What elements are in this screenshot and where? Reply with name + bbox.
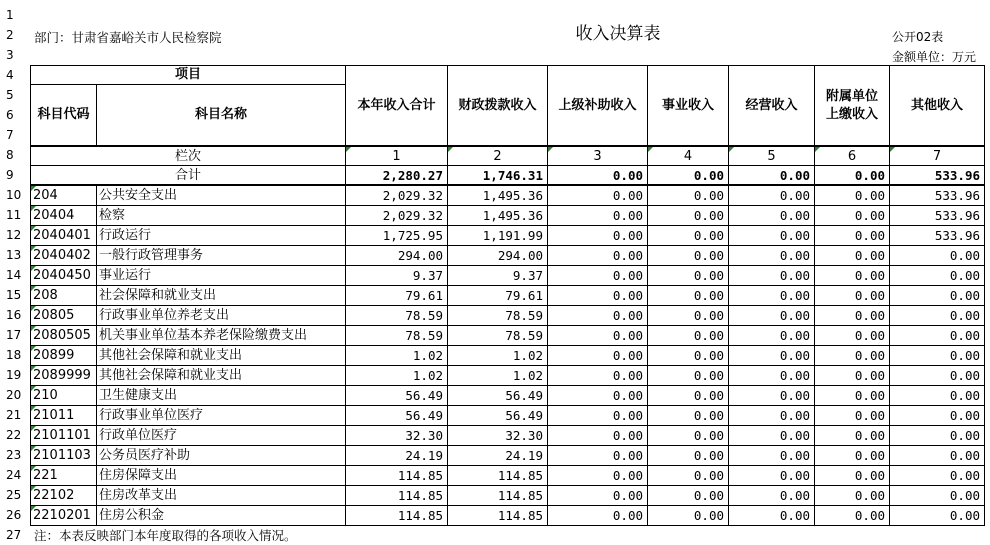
amount-cell: 56.49 — [345, 405, 448, 426]
amount-cell: 0.00 — [728, 345, 815, 366]
subject-code: 22102 — [30, 485, 97, 506]
row-number: 4 — [6, 68, 14, 82]
amount-cell: 0.00 — [728, 205, 815, 226]
amount-cell: 0.00 — [889, 265, 985, 286]
amount-cell: 0.00 — [647, 405, 729, 426]
subject-code: 2040402 — [30, 245, 97, 266]
subject-name: 事业运行 — [96, 265, 346, 286]
subject-name: 机关事业单位基本养老保险缴费支出 — [96, 325, 346, 346]
subject-code: 20404 — [30, 205, 97, 226]
amount-cell: 533.96 — [889, 185, 985, 206]
column-index: 7 — [889, 146, 985, 166]
amount-cell: 0.00 — [547, 445, 648, 466]
row-number: 10 — [6, 188, 22, 202]
total-value: 0.00 — [647, 165, 729, 185]
amount-cell: 0.00 — [547, 465, 648, 486]
row-number: 20 — [6, 388, 22, 402]
amount-cell: 0.00 — [889, 345, 985, 366]
column-index: 5 — [728, 146, 815, 166]
subject-code: 2101101 — [30, 425, 97, 446]
subject-name: 其他社会保障和就业支出 — [96, 365, 346, 386]
amount-cell: 78.59 — [447, 305, 548, 326]
subject-code: 204 — [30, 185, 97, 206]
amount-cell: 0.00 — [728, 405, 815, 426]
amount-cell: 0.00 — [814, 345, 890, 366]
amount-cell: 0.00 — [728, 245, 815, 266]
subject-name: 卫生健康支出 — [96, 385, 346, 406]
amount-cell: 114.85 — [447, 465, 548, 486]
amount-cell: 0.00 — [547, 225, 648, 246]
amount-cell: 0.00 — [814, 505, 890, 526]
row-number: 23 — [6, 448, 22, 462]
row-number: 27 — [6, 528, 22, 542]
amount-cell: 294.00 — [345, 245, 448, 266]
amount-cell: 114.85 — [345, 465, 448, 486]
amount-cell: 0.00 — [889, 285, 985, 306]
amount-cell: 0.00 — [814, 485, 890, 506]
row-number: 9 — [6, 168, 14, 182]
amount-cell: 0.00 — [814, 245, 890, 266]
amount-cell: 0.00 — [889, 445, 985, 466]
row-number: 12 — [6, 228, 22, 242]
amount-cell: 56.49 — [447, 385, 548, 406]
row-number: 8 — [6, 148, 14, 162]
row-number: 16 — [6, 308, 22, 322]
amount-cell: 78.59 — [447, 325, 548, 346]
amount-cell: 0.00 — [728, 485, 815, 506]
amount-cell: 0.00 — [814, 445, 890, 466]
subject-name: 住房改革支出 — [96, 485, 346, 506]
amount-cell: 0.00 — [547, 265, 648, 286]
amount-cell: 294.00 — [447, 245, 548, 266]
amount-cell: 0.00 — [889, 305, 985, 326]
amount-cell: 0.00 — [547, 385, 648, 406]
amount-cell: 0.00 — [814, 405, 890, 426]
amount-cell: 0.00 — [728, 505, 815, 526]
amount-cell: 0.00 — [814, 265, 890, 286]
amount-cell: 0.00 — [889, 405, 985, 426]
row-number: 25 — [6, 488, 22, 502]
amount-cell: 1.02 — [345, 345, 448, 366]
subject-name: 住房公积金 — [96, 505, 346, 526]
amount-cell: 0.00 — [647, 465, 729, 486]
amount-cell: 0.00 — [547, 405, 648, 426]
subject-name: 检察 — [96, 205, 346, 226]
subject-name: 公共安全支出 — [96, 185, 346, 206]
amount-cell: 0.00 — [814, 465, 890, 486]
amount-cell: 114.85 — [447, 505, 548, 526]
header-name: 科目名称 — [96, 84, 346, 146]
subject-name: 一般行政管理事务 — [96, 245, 346, 266]
amount-cell: 0.00 — [814, 205, 890, 226]
amount-cell: 0.00 — [814, 365, 890, 386]
subject-name: 行政运行 — [96, 225, 346, 246]
subject-name: 住房保障支出 — [96, 465, 346, 486]
total-value: 1,746.31 — [447, 165, 548, 185]
amount-cell: 0.00 — [647, 205, 729, 226]
subject-code: 2101103 — [30, 445, 97, 466]
row-number: 26 — [6, 508, 22, 522]
amount-cell: 0.00 — [647, 265, 729, 286]
subject-code: 2040450 — [30, 265, 97, 286]
row-number: 13 — [6, 248, 22, 262]
amount-cell: 0.00 — [647, 305, 729, 326]
amount-cell: 0.00 — [814, 185, 890, 206]
amount-cell: 9.37 — [447, 265, 548, 286]
row-number: 2 — [6, 28, 14, 42]
total-value: 2,280.27 — [345, 165, 448, 185]
amount-cell: 0.00 — [547, 185, 648, 206]
subject-code: 2040401 — [30, 225, 97, 246]
row-number: 1 — [6, 8, 14, 22]
amount-cell: 56.49 — [345, 385, 448, 406]
amount-cell: 0.00 — [728, 305, 815, 326]
header-fiscal-income: 财政拨款收入 — [447, 65, 548, 146]
amount-cell: 0.00 — [647, 485, 729, 506]
row-number: 7 — [6, 128, 14, 142]
amount-cell: 1,495.36 — [447, 185, 548, 206]
amount-cell: 0.00 — [728, 185, 815, 206]
footnote: 注：本表反映部门本年度取得的各项收入情况。 — [34, 528, 297, 543]
amount-cell: 0.00 — [647, 245, 729, 266]
amount-cell: 0.00 — [547, 485, 648, 506]
subject-name: 公务员医疗补助 — [96, 445, 346, 466]
amount-cell: 0.00 — [728, 285, 815, 306]
header-operating-income: 经营收入 — [728, 65, 815, 146]
subject-name: 社会保障和就业支出 — [96, 285, 346, 306]
amount-cell: 78.59 — [345, 305, 448, 326]
lanci-label: 栏次 — [30, 146, 346, 166]
amount-cell: 2,029.32 — [345, 205, 448, 226]
amount-cell: 0.00 — [547, 285, 648, 306]
subject-code: 20899 — [30, 345, 97, 366]
amount-cell: 0.00 — [547, 205, 648, 226]
amount-cell: 1,495.36 — [447, 205, 548, 226]
amount-cell: 0.00 — [728, 265, 815, 286]
row-number: 6 — [6, 108, 14, 122]
amount-cell: 0.00 — [547, 305, 648, 326]
amount-cell: 114.85 — [345, 485, 448, 506]
header-other-income: 其他收入 — [889, 65, 985, 146]
amount-cell: 0.00 — [814, 285, 890, 306]
amount-cell: 32.30 — [447, 425, 548, 446]
amount-cell: 0.00 — [728, 225, 815, 246]
header-project: 项目 — [30, 65, 346, 85]
row-number: 18 — [6, 348, 22, 362]
amount-cell: 79.61 — [345, 285, 448, 306]
amount-cell: 0.00 — [889, 365, 985, 386]
row-number: 14 — [6, 268, 22, 282]
subject-code: 2210201 — [30, 505, 97, 526]
amount-cell: 0.00 — [889, 485, 985, 506]
subject-code: 2089999 — [30, 365, 97, 386]
amount-cell: 1.02 — [447, 345, 548, 366]
amount-cell: 0.00 — [547, 245, 648, 266]
amount-cell: 0.00 — [728, 365, 815, 386]
subject-name: 行政事业单位养老支出 — [96, 305, 346, 326]
amount-cell: 114.85 — [447, 485, 548, 506]
column-index: 3 — [547, 146, 648, 166]
report-title: 收入决算表 — [575, 24, 661, 44]
subject-code: 2080505 — [30, 325, 97, 346]
header-total-income: 本年收入合计 — [345, 65, 448, 146]
subject-code: 210 — [30, 385, 97, 406]
header-superior-subsidy: 上级补助收入 — [547, 65, 648, 146]
subject-name: 行政单位医疗 — [96, 425, 346, 446]
amount-cell: 1.02 — [345, 365, 448, 386]
column-index: 6 — [814, 146, 890, 166]
amount-cell: 0.00 — [547, 505, 648, 526]
amount-cell: 78.59 — [345, 325, 448, 346]
header-code: 科目代码 — [30, 84, 97, 146]
amount-cell: 0.00 — [889, 465, 985, 486]
row-number: 17 — [6, 328, 22, 342]
amount-cell: 0.00 — [647, 225, 729, 246]
amount-cell: 0.00 — [889, 425, 985, 446]
row-number: 11 — [6, 208, 22, 222]
amount-cell: 533.96 — [889, 225, 985, 246]
table-number: 公开02表 — [892, 30, 944, 44]
total-value: 0.00 — [547, 165, 648, 185]
amount-cell: 1,725.95 — [345, 225, 448, 246]
amount-cell: 0.00 — [647, 185, 729, 206]
amount-cell: 24.19 — [345, 445, 448, 466]
header-business-income: 事业收入 — [647, 65, 729, 146]
amount-cell: 0.00 — [814, 225, 890, 246]
amount-cell: 0.00 — [814, 425, 890, 446]
row-number: 15 — [6, 288, 22, 302]
total-value: 0.00 — [814, 165, 890, 185]
column-index: 4 — [647, 146, 729, 166]
row-number-gutter — [0, 0, 30, 545]
amount-cell: 2,029.32 — [345, 185, 448, 206]
total-value: 533.96 — [889, 165, 985, 185]
unit-label: 金额单位：万元 — [892, 50, 977, 64]
subject-code: 21011 — [30, 405, 97, 426]
amount-cell: 0.00 — [814, 305, 890, 326]
amount-cell: 114.85 — [345, 505, 448, 526]
column-index: 1 — [345, 146, 448, 166]
row-number: 22 — [6, 428, 22, 442]
subject-name: 行政事业单位医疗 — [96, 405, 346, 426]
amount-cell: 0.00 — [647, 325, 729, 346]
row-number: 3 — [6, 48, 14, 62]
subject-code: 208 — [30, 285, 97, 306]
row-number: 5 — [6, 88, 14, 102]
total-label: 合计 — [30, 165, 346, 185]
amount-cell: 9.37 — [345, 265, 448, 286]
subject-code: 20805 — [30, 305, 97, 326]
row-number: 21 — [6, 408, 22, 422]
amount-cell: 0.00 — [647, 445, 729, 466]
amount-cell: 0.00 — [728, 325, 815, 346]
amount-cell: 0.00 — [647, 425, 729, 446]
subject-name: 其他社会保障和就业支出 — [96, 345, 346, 366]
row-number: 24 — [6, 468, 22, 482]
amount-cell: 0.00 — [814, 325, 890, 346]
amount-cell: 0.00 — [728, 445, 815, 466]
column-index: 2 — [447, 146, 548, 166]
amount-cell: 56.49 — [447, 405, 548, 426]
amount-cell: 0.00 — [889, 385, 985, 406]
amount-cell: 0.00 — [547, 325, 648, 346]
amount-cell: 0.00 — [647, 505, 729, 526]
amount-cell: 0.00 — [889, 505, 985, 526]
total-value: 0.00 — [728, 165, 815, 185]
amount-cell: 0.00 — [728, 425, 815, 446]
department-label: 部门：甘肃省嘉峪关市人民检察院 — [34, 30, 222, 45]
amount-cell: 0.00 — [889, 245, 985, 266]
header-affiliated-income: 附属单位上缴收入 — [814, 65, 890, 146]
amount-cell: 79.61 — [447, 285, 548, 306]
amount-cell: 1,191.99 — [447, 225, 548, 246]
amount-cell: 533.96 — [889, 205, 985, 226]
amount-cell: 1.02 — [447, 365, 548, 386]
amount-cell: 0.00 — [728, 465, 815, 486]
amount-cell: 0.00 — [547, 345, 648, 366]
amount-cell: 0.00 — [547, 365, 648, 386]
amount-cell: 0.00 — [889, 325, 985, 346]
amount-cell: 0.00 — [647, 365, 729, 386]
amount-cell: 0.00 — [728, 385, 815, 406]
amount-cell: 0.00 — [647, 345, 729, 366]
row-number: 19 — [6, 368, 22, 382]
subject-code: 221 — [30, 465, 97, 486]
amount-cell: 24.19 — [447, 445, 548, 466]
amount-cell: 0.00 — [547, 425, 648, 446]
amount-cell: 32.30 — [345, 425, 448, 446]
amount-cell: 0.00 — [647, 285, 729, 306]
amount-cell: 0.00 — [647, 385, 729, 406]
amount-cell: 0.00 — [814, 385, 890, 406]
